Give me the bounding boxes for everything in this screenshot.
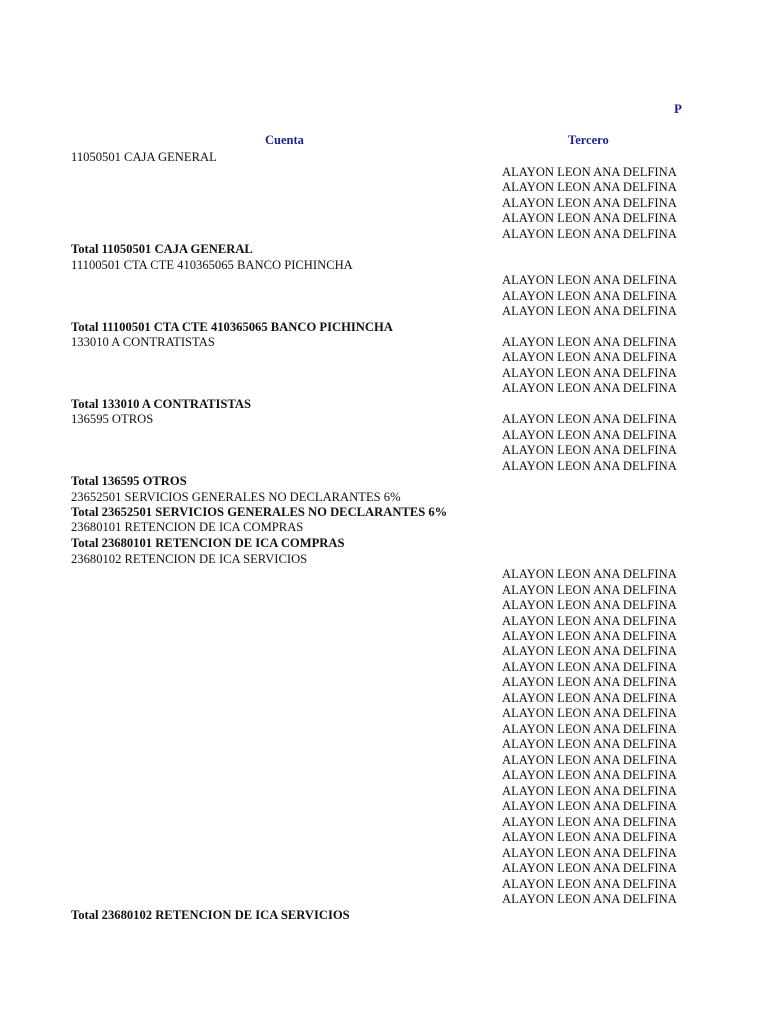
tercero-cell: ALAYON LEON ANA DELFINA <box>502 660 677 674</box>
tercero-cell: ALAYON LEON ANA DELFINA <box>502 768 677 782</box>
tercero-cell: ALAYON LEON ANA DELFINA <box>502 614 677 628</box>
column-header-tercero: Tercero <box>568 133 609 147</box>
tercero-cell: ALAYON LEON ANA DELFINA <box>502 428 677 442</box>
account-total-row: Total 11050501 CAJA GENERAL <box>71 242 253 256</box>
tercero-cell: ALAYON LEON ANA DELFINA <box>502 784 677 798</box>
account-total-row: Total 133010 A CONTRATISTAS <box>71 397 251 411</box>
account-total-row: Total 23680101 RETENCION DE ICA COMPRAS <box>71 536 345 550</box>
account-row: 23680102 RETENCION DE ICA SERVICIOS <box>71 552 308 566</box>
account-row: 133010 A CONTRATISTAS <box>71 335 215 349</box>
tercero-cell: ALAYON LEON ANA DELFINA <box>502 644 677 658</box>
tercero-cell: ALAYON LEON ANA DELFINA <box>502 567 677 581</box>
tercero-cell: ALAYON LEON ANA DELFINA <box>502 846 677 860</box>
tercero-cell: ALAYON LEON ANA DELFINA <box>502 815 677 829</box>
column-header-cuenta: Cuenta <box>265 133 304 147</box>
account-total-row: Total 23680102 RETENCION DE ICA SERVICIOS <box>71 908 350 922</box>
tercero-cell: ALAYON LEON ANA DELFINA <box>502 165 677 179</box>
tercero-cell: ALAYON LEON ANA DELFINA <box>502 877 677 891</box>
tercero-cell: ALAYON LEON ANA DELFINA <box>502 830 677 844</box>
tercero-cell: ALAYON LEON ANA DELFINA <box>502 227 677 241</box>
account-row: 136595 OTROS <box>71 412 154 426</box>
tercero-cell: ALAYON LEON ANA DELFINA <box>502 722 677 736</box>
tercero-cell: ALAYON LEON ANA DELFINA <box>502 443 677 457</box>
tercero-cell: ALAYON LEON ANA DELFINA <box>502 211 677 225</box>
tercero-cell: ALAYON LEON ANA DELFINA <box>502 381 677 395</box>
account-row: 11100501 CTA CTE 410365065 BANCO PICHINCHA <box>71 258 353 272</box>
tercero-cell: ALAYON LEON ANA DELFINA <box>502 335 677 349</box>
tercero-cell: ALAYON LEON ANA DELFINA <box>502 753 677 767</box>
tercero-cell: ALAYON LEON ANA DELFINA <box>502 629 677 643</box>
tercero-cell: ALAYON LEON ANA DELFINA <box>502 583 677 597</box>
tercero-cell: ALAYON LEON ANA DELFINA <box>502 180 677 194</box>
page-header-fragment: P <box>674 101 682 116</box>
tercero-cell: ALAYON LEON ANA DELFINA <box>502 598 677 612</box>
tercero-cell: ALAYON LEON ANA DELFINA <box>502 691 677 705</box>
tercero-cell: ALAYON LEON ANA DELFINA <box>502 861 677 875</box>
account-row: 23680101 RETENCION DE ICA COMPRAS <box>71 520 304 534</box>
tercero-cell: ALAYON LEON ANA DELFINA <box>502 273 677 287</box>
account-total-row: Total 136595 OTROS <box>71 474 187 488</box>
tercero-cell: ALAYON LEON ANA DELFINA <box>502 459 677 473</box>
account-row: 23652501 SERVICIOS GENERALES NO DECLARANTES 6% <box>71 490 401 504</box>
tercero-cell: ALAYON LEON ANA DELFINA <box>502 196 677 210</box>
tercero-cell: ALAYON LEON ANA DELFINA <box>502 366 677 380</box>
account-total-row: Total 11100501 CTA CTE 410365065 BANCO PICHINCHA <box>71 320 393 334</box>
tercero-cell: ALAYON LEON ANA DELFINA <box>502 799 677 813</box>
tercero-cell: ALAYON LEON ANA DELFINA <box>502 350 677 364</box>
tercero-cell: ALAYON LEON ANA DELFINA <box>502 706 677 720</box>
account-row: 11050501 CAJA GENERAL <box>71 150 217 164</box>
tercero-cell: ALAYON LEON ANA DELFINA <box>502 289 677 303</box>
account-total-row: Total 23652501 SERVICIOS GENERALES NO DECLARANTES 6% <box>71 505 448 519</box>
tercero-cell: ALAYON LEON ANA DELFINA <box>502 304 677 318</box>
tercero-cell: ALAYON LEON ANA DELFINA <box>502 675 677 689</box>
tercero-cell: ALAYON LEON ANA DELFINA <box>502 737 677 751</box>
tercero-cell: ALAYON LEON ANA DELFINA <box>502 412 677 426</box>
tercero-cell: ALAYON LEON ANA DELFINA <box>502 892 677 906</box>
